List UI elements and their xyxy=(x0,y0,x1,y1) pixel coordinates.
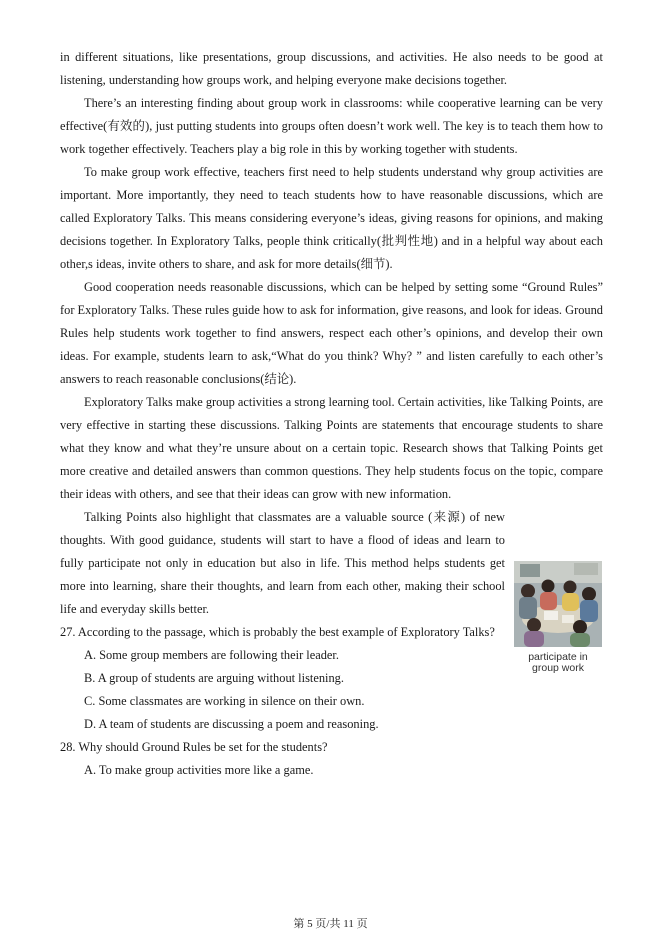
option-a: A. Some group members are following their leader. xyxy=(84,648,339,662)
option-d: D. A team of students are discussing a poem and reasoning. xyxy=(84,717,379,731)
option-a: A. To make group activities more like a game. xyxy=(84,763,314,777)
classroom-photo xyxy=(514,561,602,647)
paragraph-group-work-finding: There’s an interesting finding about group work in classrooms: while cooperative learning can be very effective(有效的), just putting students into groups often doesn’t work well. The key is to teach them how to work together effectively. Teachers play a big role in this by working together with students. xyxy=(60,96,603,156)
option-b: B. A group of students are arguing without listening. xyxy=(84,671,344,685)
paragraph-continued: in different situations, like presentations, group discussions, and activities. He also needs to be good at listening, understanding how groups work, and helping everyone make decisions together. xyxy=(60,50,603,87)
paragraph-ground-rules: Good cooperation needs reasonable discussions, which can be helped by setting some “Ground Rules” for Exploratory Talks. These rules guide how to ask for information, give reasons, and look for ideas. Ground Rules help students work together to find answers, respect each other’s opinions, and develop their own ideas. For example, students learn to ask,“What do you think? Why? ” and listen carefully to each other’s answers to reach reasonable conclusions(结论). xyxy=(60,280,603,386)
page-number: 第 5 页/共 11 页 xyxy=(293,918,368,930)
figure-caption: participate in group work xyxy=(528,651,588,674)
paragraph-talking-points: Exploratory Talks make group activities a strong learning tool. Certain activities, like Talking Points, are very effective in starting these discussions. Talking Points are statements that encourage students to share what they know and what they’re unsure about on a certain topic. Research shows that Talking Points get more creative and detailed answers than common questions. They help students focus on the topic, compare their ideas with others, and see that their ideas can grow with new information. xyxy=(60,395,603,501)
option-c: C. Some classmates are working in silence on their own. xyxy=(84,694,365,708)
question-stem: 28. Why should Ground Rules be set for the students? xyxy=(60,740,328,754)
paragraph-valuable-source: Talking Points also highlight that classmates are a valuable source (来源) of new thoughts. With good guidance, students will start to have a flood of ideas and learn to fully participate not only in education but also in life. This method helps students get more into learning, share their thoughts, and learn from each other, making their school life and everyday skills better. xyxy=(60,510,505,616)
question-stem: 27. According to the passage, which is probably the best example of Exploratory Talks? xyxy=(60,625,495,639)
group-work-figure xyxy=(514,561,602,674)
paragraph-exploratory-talks: To make group work effective, teachers first need to help students understand why group activities are important. More importantly, they need to teach students how to have reasonable discussions, which are called Exploratory Talks. This means considering everyone’s ideas, giving reasons for opinions, and making decisions together. In Exploratory Talks, people think critically(批判性地) and in a helpful way about each other,s ideas, invite others to share, and ask for more details(细节). xyxy=(60,165,603,271)
question-28 xyxy=(60,736,603,782)
